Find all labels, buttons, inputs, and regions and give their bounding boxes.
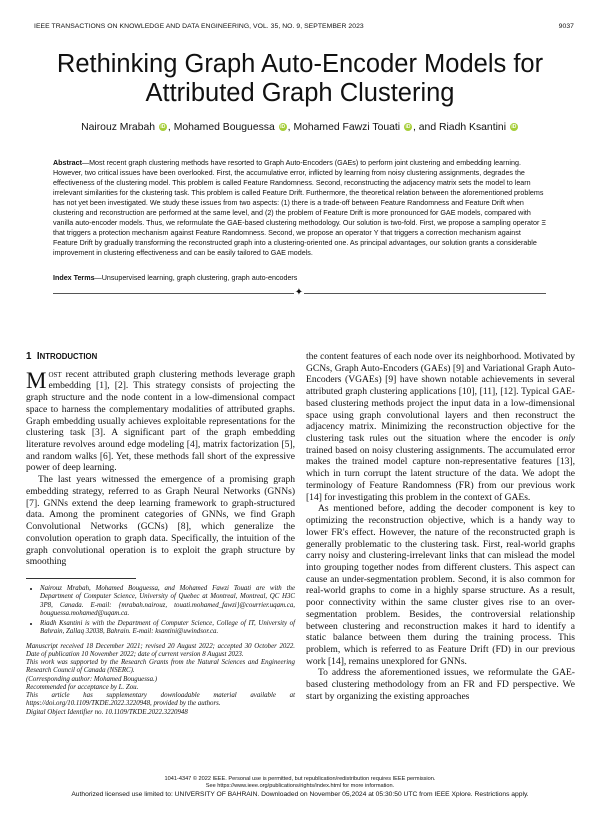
author-list	[20, 122, 580, 133]
section-title-rest: NTRODUCTION	[39, 352, 98, 361]
abstract-text: —Most recent graph clustering methods have resorted to Graph Auto-Encoders (GAEs) to perform joint clustering and embedding learning. However, two critical issues have been overlooked. First, the accumulative error, inflicted by learning from noisy clustering assignments, degrades the effectiveness of the clustering model. This problem is called Feature Randomness. Second, reconstructing the adjacency matrix sets the model to learn irrelevant similarities for the clustering task. This problem is called Feature Drift. Furthermore, the theoretical relation between the aforementioned problems has not yet been investigated. We study these issues from two aspects: (1) there is a trade-off between Feature Randomness and Feature Drift when clustering and reconstruction are performed at the same level, and (2) the problem of Feature Drift is more pronounced for GAE models, compared with vanilla auto-encoder models. Thus, we reformulate the GAE-based clustering methodology. Our solution is two-fold. First, we propose a sampling operator Ξ that triggers a protection mechanism against Feature Randomness. Second, we propose an operator Υ that triggers a correction mechanism against Feature Drift by gradually transforming the reconstructed graph into a clustering-oriented one. As principal advantages, our solution grants a considerable improvement in clustering effectiveness and can be easily tailored to GAE models.	[53, 159, 546, 258]
supplementary-note[interactable]: This article has supplementary downloadable material available at https://doi.org/10.1109/TKDE.2022.3220948, provided by the authors.	[26, 692, 295, 708]
section-number: 1	[26, 351, 32, 362]
journal-name: IEEE TRANSACTIONS ON KNOWLEDGE AND DATA ENGINEERING, VOL. 35, NO. 9, SEPTEMBER 2023	[34, 23, 364, 30]
divider-diamond-icon: ✦	[294, 287, 304, 298]
orcid-icon[interactable]: iD	[511, 124, 517, 130]
corresponding-author: (Corresponding author: Mohamed Bouguessa.)	[26, 675, 158, 683]
abstract-label: Abstract	[53, 159, 82, 167]
paragraph: To address the aforementioned issues, we reformulate the GAE-based clustering methodology from an FR and FD perspective. We start by organizing the existing approaches	[306, 667, 575, 702]
orcid-icon[interactable]: iD	[405, 124, 411, 130]
rights-link[interactable]: See https://www.ieee.org/publications/rights/index.html for more information.	[205, 782, 395, 789]
doi-line: Digital Object Identifier no. 10.1109/TKDE.2022.3220948	[26, 708, 188, 716]
author-2: , Mohamed Bouguessa	[167, 122, 275, 133]
emphasis: only	[558, 433, 575, 445]
affiliation-list	[26, 585, 295, 637]
paragraph: The last years witnessed the emergence of a promising graph embedding strategy, referred to as Graph Neural Networks (GNNs) [7]. GNNs extend the deep learning framework to graph-structured data. Among the prominent categories of GNNs, we find Graph Convolutional Networks (GCNs) [8], which generalize the convolution operation to graph data. Specifically, the intuition of the graph convolutional operation is to exploit the graph structure by smoothing	[26, 474, 295, 568]
lead-in: ost	[48, 368, 62, 380]
paragraph	[306, 351, 575, 503]
affiliation-item: • Riadh Ksantini is with the Department of Computer Science, College of IT, University of Bahrain, Zallaq 32038, Bahrain. E-mail: ksantini@uwindsor.ca.	[40, 620, 295, 637]
license-notice: Authorized licensed use limited to: UNIVERSITY OF BAHRAIN. Downloaded on November 05,2024 at 05:30:50 UTC from IEEE Xplore. Restrictions apply.	[71, 791, 529, 798]
copyright-line: 1041-4347 © 2022 IEEE. Personal use is permitted, but republication/redistribution requires IEEE permission.	[164, 776, 436, 782]
section-heading	[26, 351, 295, 363]
paragraph-text: the content features of each node over its neighborhood. Motivated by GCNs, Graph Auto-Encoders (GAEs) [9] and Variational Graph Auto-Encoders (VGAEs) [9] have shown notable achievements in several attributed graph clustering applications [10], [11], [12]. Typical GAE-based clustering methods project the input data in a low-dimensional space using graph convolutional layers and then reconstruct the adjacency matrix. Minimizing the reconstruction objective for the clustering task rules out the situation where the encoder is	[306, 351, 575, 445]
index-terms-text: —Unsupervised learning, graph clustering, graph auto-encoders	[94, 274, 298, 282]
author-4: , and Riadh Ksantini	[413, 122, 506, 133]
footnote-rule	[26, 578, 136, 579]
manuscript-dates: Manuscript received 18 December 2021; revised 20 August 2022; accepted 30 October 2022. Date of publication 10 November 2022; date of current version 8 August 2023.	[26, 642, 295, 658]
copyright-notice	[20, 776, 580, 789]
title-line-2: Attributed Graph Clustering	[145, 79, 455, 107]
affiliation-item: • Nairouz Mrabah, Mohamed Bouguessa, and Mohamed Fawzi Touati are with the Department of Computer Science, University of Quebec at Montreal, Montreal, QC H3C 3P8, Canada. E-mail: {mrabah.nairouz, touati.mohamed_fawzi}@courrier.uqam.ca, bouguessa.mohamed@uqam.ca.	[40, 585, 295, 618]
left-column	[26, 351, 295, 568]
title-line-1: Rethinking Graph Auto-Encoder Models for	[56, 50, 544, 78]
drop-cap: M	[26, 367, 47, 393]
section-title-initial: I	[36, 351, 40, 362]
right-column	[306, 351, 575, 703]
author-1: Nairouz Mrabah	[81, 122, 156, 133]
paragraph	[26, 369, 295, 474]
orcid-icon[interactable]: iD	[160, 124, 166, 130]
footnotes	[26, 578, 295, 717]
paper-title	[20, 50, 580, 108]
author-3: , Mohamed Fawzi Touati	[287, 122, 401, 133]
paragraph: As mentioned before, adding the decoder component is key to optimizing the reconstruction objective, which is a handy way to lower FR's effect. However, the nature of the reconstructed graph is generally problematic to the clustering task. First, real-world graphs carry noisy and clustering-irrelevant links that can mislead the model into grouping together nodes from different clusters. This aspect can cause an under-segmentation problem. Second, it is also common for real-world graphs to come in a highly sparse structure. As a result, poor connectivity within the same cluster gives rise to an over-segmentation problem. Besides, the controversial relationship between clustering and reconstruction makes it hard to identify a static balance between them during the training process. This problem, which is referred to as Feature Drift (FD) in our previous work [14], remains unexplored for GNNs.	[306, 503, 575, 667]
index-terms-label: Index Terms	[53, 274, 95, 282]
paragraph-text: recent attributed graph clustering methods leverage graph embedding [1], [2]. This strategy consists of projecting the graph structure and the node content in a low-dimensional compact space to harness the complementary modalities of attributed graphs. Graph embedding usually achieves exploitable representations for the clustering task [3]. A significant part of the graph embedding literature revolves around edge modeling [4], matrix factorization [5], and random walks [6]. Yet, these methods fall short of the expressive power of deep learning.	[26, 368, 295, 474]
paragraph-text: trained based on noisy clustering assignments. The accumulated error makes the trained model capture non-representative features [13], which in turn corrupt the latent structure of the data. We adopt the terminology of Feature Randomness (FR) from our previous work [14] for investigating this problem in the context of GAEs.	[306, 444, 575, 503]
index-terms	[53, 274, 546, 282]
orcid-icon[interactable]: iD	[280, 124, 286, 130]
funding-note: This work was supported by the Research Grants from the Natural Sciences and Engineering Research Council of Canada (NSERC).	[26, 659, 295, 675]
abstract	[53, 158, 546, 258]
running-header	[34, 23, 574, 30]
recommended-by: Recommended for acceptance by L. Zou.	[26, 683, 139, 691]
page-number: 9037	[558, 23, 574, 30]
